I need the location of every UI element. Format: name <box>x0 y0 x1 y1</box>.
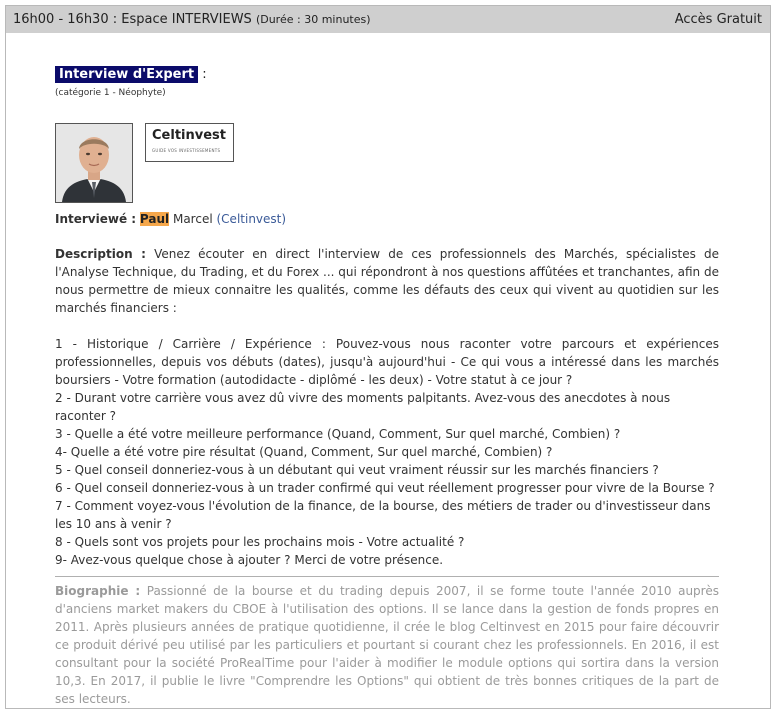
interviewee-last-name: Marcel <box>172 212 213 226</box>
interviewee-first-name: Paul <box>139 212 170 226</box>
description-text: Venez écouter en direct l'interview de ces professionnels des Marchés, spécialistes de l'Analyse Technique, du Trading, et du Forex ... qui répondront à nos questions affûtées et tranchantes, afin de nous permettre de mieux connaitre les qualités, comme les défauts des ceux qui vivent au quotidien sur les marchés financiers : <box>55 247 719 315</box>
question-item: 6 - Quel conseil donneriez-vous à un trader confirmé qui veut réellement progresser pour vivre de la Bourse ? <box>55 481 715 495</box>
interviewee-company-link[interactable]: (Celtinvest) <box>216 212 287 226</box>
section-divider <box>55 576 719 577</box>
question-item: 1 - Historique / Carrière / Expérience : Pouvez-vous nous raconter votre parcours et expériences professionnelles, depuis vos débuts (dates), jusqu'à aujourd'hui - Ce qui vous a intéressé dans les marchés boursiers - Votre formation (autodidacte - diplômé - les deux) - Votre statut à ce jour ? <box>55 337 719 387</box>
biography-text: Passionné de la bourse et du trading depuis 2007, il se forme toute l'année 2010 auprès d'anciens market makers du CBOE à l'utilisation des options. Il se lance dans la gestion de fonds propres en 2011. Après plusieurs années de pratique quotidienne, il crée le blog Celtinvest en 2015 pour faire découvrir ce produit dérivé peu utilisé par les particuliers et pourtant si courant chez les professionnels. En 2016, il est consultant pour la société ProRealTime pour l'aider à modifier le module options qui sortira dans la version 10,3. En 2017, il publie le livre "Comprendre les Options" qui obtient de très bonnes critiques de la part de ses lecteurs. <box>55 584 719 706</box>
interview-type-line <box>55 67 207 82</box>
company-logo-tagline: GUIDE VOS INVESTISSEMENTS <box>152 148 221 153</box>
question-item: 2 - Durant votre carrière vous avez dû vivre des moments palpitants. Avez-vous des anecdotes à nous raconter ? <box>55 391 671 423</box>
time-slot: 16h00 - 16h30 : Espace INTERVIEWS <box>13 12 252 27</box>
company-logo-name: Celtinvest <box>152 128 226 143</box>
interviewee-photo <box>55 123 133 203</box>
question-item: 9- Avez-vous quelque chose à ajouter ? Merci de votre présence. <box>55 553 444 567</box>
description <box>55 245 719 317</box>
portrait-image <box>56 124 132 202</box>
interviewee-line <box>55 212 286 226</box>
description-label: Description : <box>55 247 146 261</box>
session-title <box>13 12 371 27</box>
interview-category: (catégorie 1 - Néophyte) <box>55 88 166 98</box>
biography <box>55 582 719 708</box>
company-logo[interactable] <box>145 123 234 162</box>
interview-type-badge: Interview d'Expert <box>55 66 198 83</box>
question-list <box>55 335 719 569</box>
session-header <box>6 6 770 33</box>
question-item: 3 - Quelle a été votre meilleure performance (Quand, Comment, Sur quel marché, Combien) ? <box>55 427 621 441</box>
question-item: 5 - Quel conseil donneriez-vous à un débutant qui veut vraiment réussir sur les marchés financiers ? <box>55 463 659 477</box>
question-item: 8 - Quels sont vos projets pour les prochains mois - Votre actualité ? <box>55 535 465 549</box>
interviewee-label: Interviewé : <box>55 212 137 226</box>
question-item: 4- Quelle a été votre pire résultat (Quand, Comment, Sur quel marché, Combien) ? <box>55 445 553 459</box>
session-duration: (Durée : 30 minutes) <box>255 13 371 26</box>
biography-label: Biographie : <box>55 584 141 598</box>
question-item: 7 - Comment voyez-vous l'évolution de la finance, de la bourse, des métiers de trader ou d'investisseur dans les 10 ans à venir ? <box>55 499 711 531</box>
interview-type-suffix: : <box>198 67 207 82</box>
session-card <box>5 5 771 709</box>
access-label: Accès Gratuit <box>674 12 762 27</box>
